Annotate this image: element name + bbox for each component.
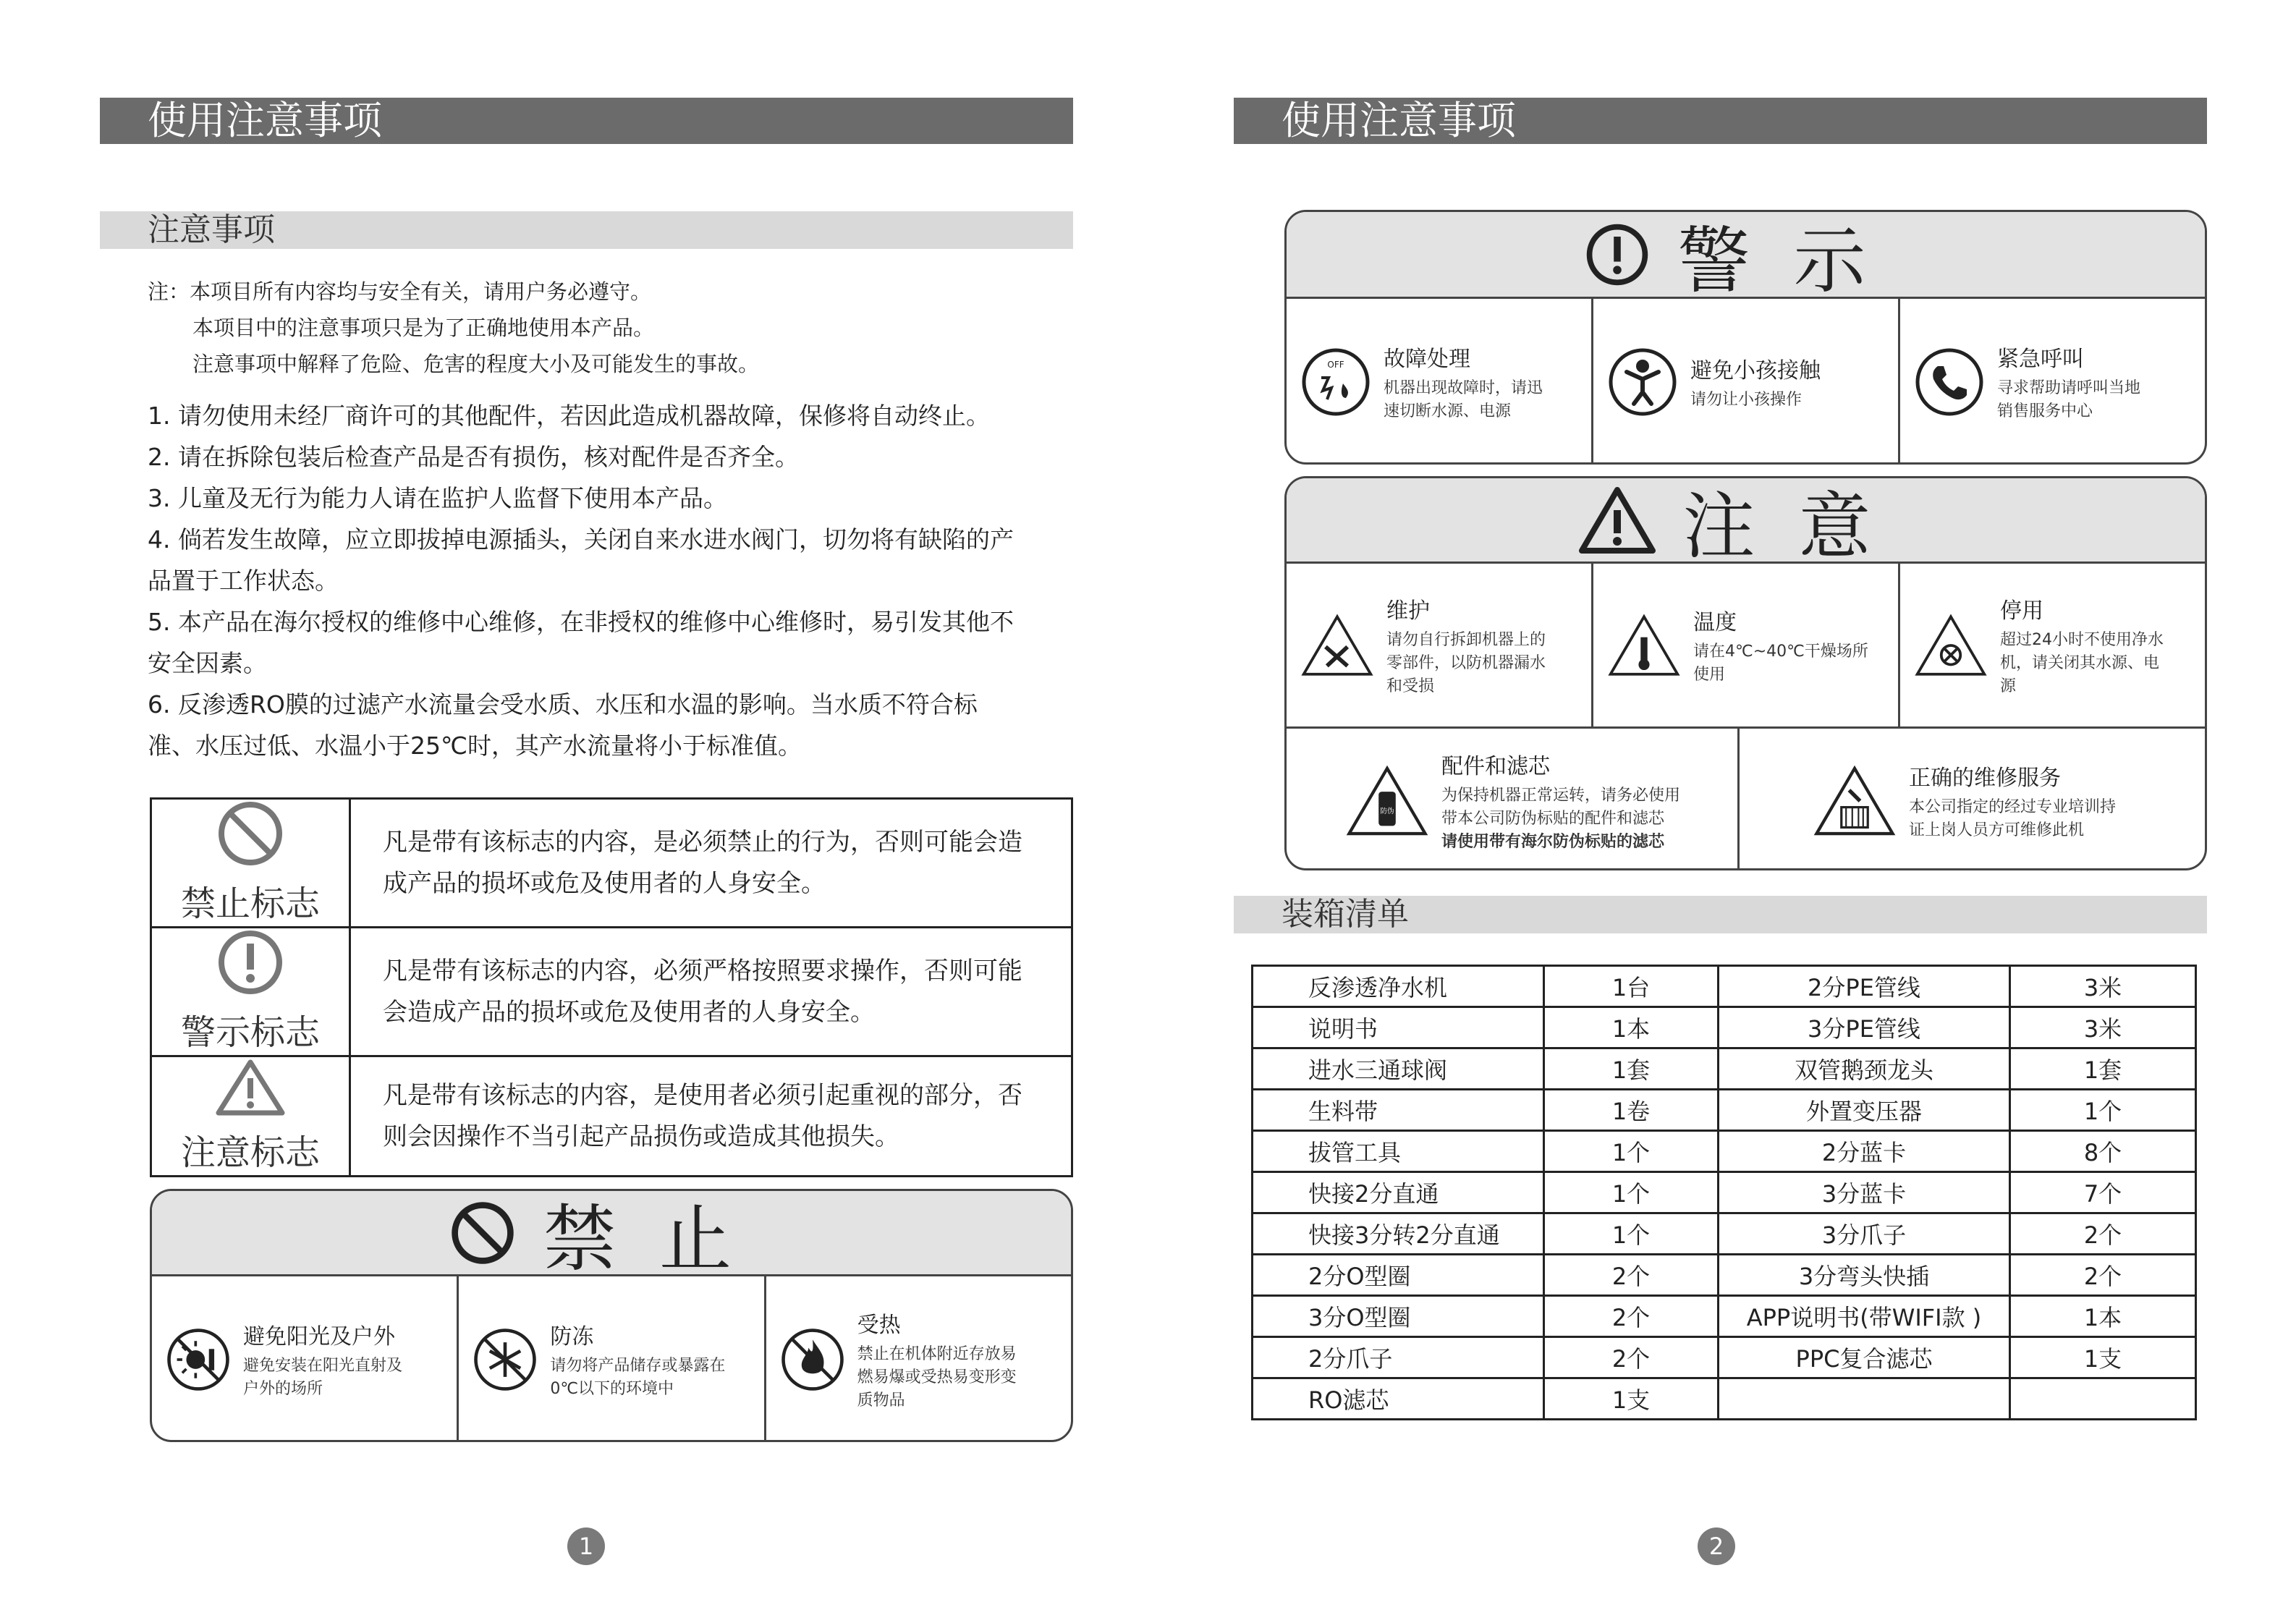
desc-line: 使用: [1693, 665, 1726, 684]
table-cell: [2010, 1378, 2196, 1420]
table-cell: [1719, 1378, 2010, 1420]
desc-line: 质物品: [857, 1391, 905, 1410]
caution-cell-parts: [1287, 729, 1740, 870]
cell-title: 温度: [1693, 609, 1737, 635]
desc-line: 请使用带有海尔防伪标贴的滤芯: [1441, 832, 1665, 851]
table-row: [1253, 1131, 2196, 1172]
intro-notes: [148, 274, 1059, 382]
table-cell: 2分PE管线: [1719, 966, 2010, 1007]
desc-line: 会造成产品的损坏或危及使用者的人身安全。: [383, 997, 875, 1027]
desc-line: 证上岗人员方可维修此机: [1909, 821, 2085, 839]
panel-title: 警示: [1677, 218, 1910, 303]
desc-line: 为保持机器正常运转，请务必使用: [1441, 786, 1681, 805]
cell-desc: [857, 1343, 1017, 1412]
cell-title: 防冻: [550, 1323, 594, 1349]
sun-icon: [165, 1326, 232, 1393]
symbol-label: 禁止标志: [180, 883, 320, 924]
table-row: [1253, 1255, 2196, 1296]
page-number: 1: [567, 1527, 605, 1565]
fire-icon: [779, 1326, 846, 1393]
cell-text: [1693, 604, 1868, 687]
table-cell: 3分弯头快插: [1719, 1255, 2010, 1296]
table-cell: 双管鹅颈龙头: [1719, 1048, 2010, 1090]
table-cell: APP说明书(带WIFI款 ): [1719, 1296, 2010, 1337]
power-off-icon: [1300, 346, 1372, 418]
cell-text: [2000, 593, 2164, 698]
table-row: [151, 1056, 1072, 1177]
cell-text: [243, 1318, 402, 1401]
cell-text: [1441, 748, 1680, 854]
table-cell: 进水三通球阀: [1253, 1048, 1544, 1090]
table-cell: 拔管工具: [1253, 1131, 1544, 1172]
table-cell: PPC复合滤芯: [1719, 1337, 2010, 1378]
cell-title: 受热: [857, 1312, 901, 1338]
table-cell: 说明书: [1253, 1007, 1544, 1048]
table-cell: 生料带: [1253, 1090, 1544, 1131]
icon-label: OFF: [1327, 359, 1344, 370]
symbol-description: [350, 928, 1072, 1056]
caution-triangle-icon: [1577, 486, 1657, 555]
table-cell: 1个: [1544, 1172, 1719, 1213]
list-item: 1. 请勿使用未经厂商许可的其他配件，若因此造成机器故障，保修将自动终止。: [148, 402, 990, 430]
thermometer-icon: [1606, 612, 1682, 679]
panel-title: 禁止: [543, 1196, 775, 1281]
table-cell: 1支: [2010, 1337, 2196, 1378]
desc-line: 避免安装在阳光直射及: [243, 1356, 403, 1375]
cell-title: 故障处理: [1384, 346, 1470, 372]
panel-title: 注意: [1682, 483, 1915, 569]
table-row: [1253, 1378, 2196, 1420]
cell-text: [1997, 341, 2140, 423]
desc-line: 本公司指定的经过专业培训持: [1909, 797, 2117, 816]
desc-line: 请勿将产品储存或暴露在: [550, 1356, 726, 1375]
table-cell: 1个: [2010, 1090, 2196, 1131]
table-cell: 3分PE管线: [1719, 1007, 2010, 1048]
desc-line: 凡是带有该标志的内容，必须严格按照要求操作，否则可能: [383, 956, 1022, 986]
caution-triangle-icon: [214, 1058, 287, 1116]
table-cell: 3米: [2010, 966, 2196, 1007]
child-icon: [1606, 346, 1679, 418]
panel-header: [1287, 212, 2205, 303]
cell-desc: [1386, 629, 1546, 698]
table-row: [1253, 1172, 2196, 1213]
caution-cell-service: [1740, 729, 2205, 870]
list-item: 4. 倘若发生故障，应立即拔掉电源插头，关闭自来水进水阀门，切勿将有缺陷的产: [148, 525, 1014, 554]
desc-line: 请在4℃~40℃干燥场所: [1693, 642, 1868, 661]
packing-list-table: [1251, 965, 2197, 1420]
cell-title: 避免阳光及户外: [243, 1323, 395, 1349]
desc-line: 带本公司防伪标贴的配件和滤芯: [1441, 809, 1665, 828]
table-cell: 反渗透净水机: [1253, 966, 1544, 1007]
table-cell: 1本: [1544, 1007, 1719, 1048]
cell-text: [1690, 352, 1821, 412]
cell-title: 维护: [1386, 598, 1430, 624]
cell-desc: [1690, 389, 1821, 412]
table-row: [1253, 1007, 2196, 1048]
list-item: 准、水压过低、水温小于25℃时，其产水流量将小于标准值。: [148, 732, 802, 760]
page-banner-right: [1234, 98, 2207, 144]
desc-line: 销售服务中心: [1997, 402, 2093, 420]
desc-line: 源: [2000, 677, 2017, 695]
symbol-description: [350, 1056, 1072, 1177]
cell-text: [1909, 760, 2116, 842]
table-row: [1253, 1090, 2196, 1131]
prohibit-cell-freeze: [459, 1276, 766, 1442]
table-cell: 2分O型圈: [1253, 1255, 1544, 1296]
caution-cell-maintenance: [1287, 564, 1593, 726]
table-cell: 1个: [1544, 1213, 1719, 1255]
list-item: 5. 本产品在海尔授权的维修中心维修，在非授权的维修中心维修时，易引发其他不: [148, 608, 1014, 636]
prohibition-icon: [448, 1198, 517, 1268]
table-row: [1253, 1213, 2196, 1255]
warning-cell-children: [1593, 299, 1900, 465]
table-cell: 3分蓝卡: [1719, 1172, 2010, 1213]
table-cell: 2个: [2010, 1213, 2196, 1255]
cell-desc: [1384, 377, 1543, 423]
page-banner-left: [100, 98, 1073, 144]
packing-list-body: [1253, 966, 2196, 1420]
table-cell: RO滤芯: [1253, 1378, 1544, 1420]
cell-title: 配件和滤芯: [1441, 753, 1550, 779]
warning-icon: [214, 929, 287, 996]
note-line: 注意事项中解释了危险、危害的程度大小及可能发生的事故。: [192, 352, 760, 376]
cell-desc: [1693, 640, 1868, 687]
desc-line: 0℃以下的环境中: [550, 1379, 674, 1398]
table-cell: 2个: [1544, 1337, 1719, 1378]
section-header-packing: [1234, 896, 2207, 933]
warning-exclamation-icon: [1583, 220, 1652, 289]
tools-icon: [1300, 612, 1375, 679]
table-cell: 2个: [1544, 1296, 1719, 1337]
desc-line: 请勿让小孩操作: [1690, 390, 1803, 409]
panel-header: [1287, 478, 2205, 569]
banner-title: 使用注意事项: [1282, 98, 1516, 143]
prohibit-panel: [150, 1189, 1073, 1442]
precautions-list: [148, 395, 1074, 766]
symbol-label: 注意标志: [180, 1132, 320, 1173]
table-cell: 3分爪子: [1719, 1213, 2010, 1255]
desc-line: 速切断水源、电源: [1384, 402, 1512, 420]
cell-text: [1384, 341, 1543, 423]
desc-line: 机器出现故障时，请迅: [1384, 378, 1543, 397]
warning-cell-emergency: [1900, 299, 2205, 465]
table-row: [1253, 1296, 2196, 1337]
section-title: 装箱清单: [1282, 896, 1409, 933]
table-cell: 外置变压器: [1719, 1090, 2010, 1131]
page-number: 2: [1698, 1527, 1735, 1565]
note-line: 本项目中的注意事项只是为了正确地使用本产品。: [192, 315, 655, 340]
table-cell: 3米: [2010, 1007, 2196, 1048]
desc-line: 超过24小时不使用净水: [2000, 630, 2164, 649]
note-line: 注：本项目所有内容均与安全有关，请用户务必遵守。: [148, 279, 652, 304]
table-cell: 8个: [2010, 1131, 2196, 1172]
caution-panel: [1284, 476, 2207, 870]
caution-cell-stop-use: [1900, 564, 2205, 726]
section-title: 注意事项: [148, 211, 275, 248]
cell-title: 避免小孩接触: [1690, 357, 1821, 383]
cell-title: 紧急呼叫: [1997, 346, 2084, 372]
panel-header: [152, 1191, 1071, 1281]
table-cell: 1支: [1544, 1378, 1719, 1420]
service-icon: [1812, 763, 1897, 839]
prohibition-icon: [214, 800, 287, 867]
symbol-cell: [151, 928, 350, 1056]
table-cell: 快接2分直通: [1253, 1172, 1544, 1213]
cell-desc: [2000, 629, 2164, 698]
cell-text: [857, 1307, 1017, 1412]
desc-line: 燃易爆或受热易变形变: [857, 1368, 1017, 1386]
list-item: 品置于工作状态。: [148, 567, 339, 595]
desc-line: 户外的场所: [243, 1379, 323, 1398]
table-cell: 1个: [1544, 1131, 1719, 1172]
desc-line: 机，请关闭其水源、电: [2000, 653, 2160, 672]
filter-cartridge-icon: [1344, 763, 1430, 839]
table-row: [151, 928, 1072, 1056]
section-header-notes: [100, 211, 1073, 249]
table-row: [151, 799, 1072, 928]
cell-desc: [1441, 784, 1680, 854]
symbol-label: 警示标志: [180, 1012, 320, 1053]
phone-icon: [1913, 346, 1986, 418]
table-cell: 7个: [2010, 1172, 2196, 1213]
cell-desc: [1997, 377, 2140, 423]
panel-row: [1287, 299, 2205, 465]
table-cell: 2个: [1544, 1255, 1719, 1296]
table-cell: 1卷: [1544, 1090, 1719, 1131]
list-item: 2. 请在拆除包装后检查产品是否有损伤，核对配件是否齐全。: [148, 443, 799, 471]
table-cell: 快接3分转2分直通: [1253, 1213, 1544, 1255]
table-cell: 2分蓝卡: [1719, 1131, 2010, 1172]
cell-desc: [550, 1355, 725, 1401]
table-cell: 1台: [1544, 966, 1719, 1007]
desc-line: 寻求帮助请呼叫当地: [1997, 378, 2141, 397]
prohibit-cell-heat: [766, 1276, 1071, 1442]
desc-line: 则会因操作不当引起产品损伤或造成其他损失。: [383, 1122, 899, 1151]
panel-row: [1287, 564, 2205, 729]
snowflake-icon: [472, 1326, 538, 1393]
table-row: [1253, 1337, 2196, 1378]
cell-text: [1386, 593, 1546, 698]
cell-desc: [1909, 796, 2116, 842]
cell-text: [550, 1318, 725, 1401]
desc-line: 禁止在机体附近存放易: [857, 1344, 1017, 1363]
panel-row: [1287, 729, 2205, 870]
banner-title: 使用注意事项: [148, 98, 382, 143]
symbol-cell: [151, 1056, 350, 1177]
cell-title: 正确的维修服务: [1909, 765, 2061, 791]
cell-desc: [243, 1355, 402, 1401]
warning-cell-fault: [1287, 299, 1593, 465]
list-item: 3. 儿童及无行为能力人请在监护人监督下使用本产品。: [148, 484, 727, 512]
symbol-cell: [151, 799, 350, 928]
desc-line: 零部件，以防机器漏水: [1386, 653, 1546, 672]
table-cell: 3分O型圈: [1253, 1296, 1544, 1337]
panel-row: [152, 1276, 1071, 1442]
list-item: 安全因素。: [148, 649, 267, 677]
symbol-legend-table: [150, 797, 1073, 1177]
list-item: 6. 反渗透RO膜的过滤产水流量会受水质、水压和水温的影响。当水质不符合标: [148, 690, 978, 719]
desc-line: 凡是带有该标志的内容，是必须禁止的行为，否则可能会造: [383, 827, 1022, 857]
table-cell: 2个: [2010, 1255, 2196, 1296]
desc-line: 和受损: [1386, 677, 1435, 695]
table-row: [1253, 966, 2196, 1007]
desc-line: 请勿自行拆卸机器上的: [1386, 630, 1546, 649]
warning-panel: [1284, 210, 2207, 465]
desc-line: 凡是带有该标志的内容，是使用者必须引起重视的部分，否: [383, 1080, 1022, 1110]
icon-label: 防伪: [1380, 807, 1394, 815]
cell-title: 停用: [2000, 598, 2043, 624]
prohibit-cell-sunlight: [152, 1276, 459, 1442]
stop-icon: [1913, 612, 1988, 679]
table-cell: 1套: [1544, 1048, 1719, 1090]
caution-cell-temperature: [1593, 564, 1900, 726]
table-cell: 1套: [2010, 1048, 2196, 1090]
table-row: [1253, 1048, 2196, 1090]
table-cell: 1本: [2010, 1296, 2196, 1337]
desc-line: 成产品的损坏或危及使用者的人身安全。: [383, 868, 826, 898]
symbol-description: [350, 799, 1072, 928]
table-cell: 2分爪子: [1253, 1337, 1544, 1378]
